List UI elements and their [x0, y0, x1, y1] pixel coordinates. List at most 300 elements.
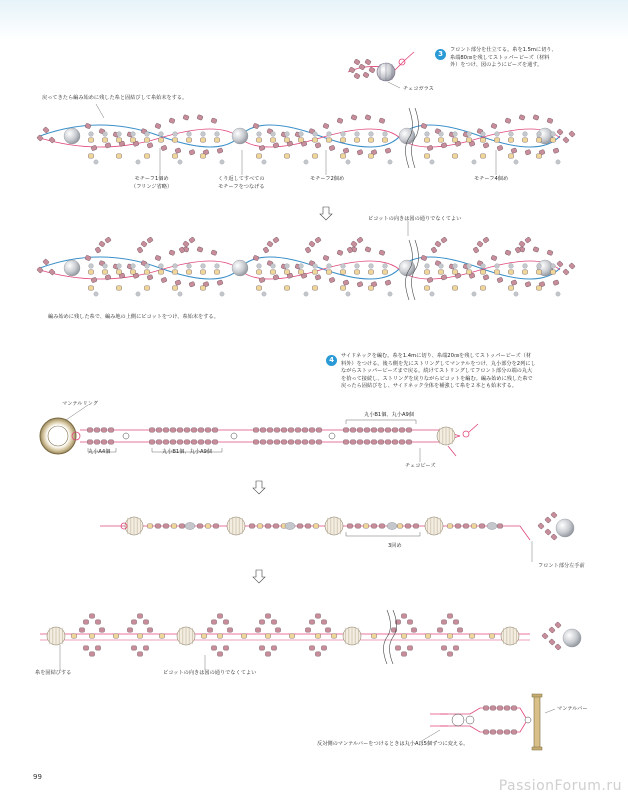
seed-bead — [309, 620, 314, 624]
seed-bead — [108, 440, 113, 444]
seed-bead — [508, 154, 513, 158]
knot — [123, 433, 129, 439]
seed-bead — [116, 154, 121, 158]
front-motif-row-2 — [37, 237, 576, 300]
seed-bead — [49, 137, 56, 144]
seed-bead — [536, 154, 541, 158]
seed-bead — [399, 428, 404, 432]
seed-bead — [350, 440, 355, 444]
seed-bead — [421, 255, 427, 261]
seed-bead — [205, 440, 210, 444]
round-bead — [369, 132, 374, 137]
seed-bead — [525, 237, 532, 244]
pearl-bead — [232, 128, 248, 144]
round-bead — [388, 292, 392, 296]
seed-bead — [297, 524, 302, 528]
seed-bead — [305, 628, 310, 632]
seed-bead — [355, 524, 360, 528]
seed-bead — [211, 250, 217, 256]
seed-bead — [407, 620, 412, 624]
seed-bead — [259, 620, 264, 624]
seed-bead — [382, 270, 387, 274]
step-3-line-2: 糸端80㎝を残してストッパービーズ（材料 — [450, 54, 550, 61]
seed-bead — [102, 270, 107, 274]
seed-bead — [127, 628, 132, 632]
seed-bead — [447, 614, 452, 618]
seed-bead — [137, 614, 142, 618]
round-bead — [285, 132, 290, 137]
seed-bead — [186, 138, 191, 142]
seed-bead — [267, 428, 272, 432]
section5-picot-note: ピコットの向きは図の通りでなくてよい — [163, 670, 257, 676]
seed-bead — [491, 255, 497, 261]
seed-bead — [211, 118, 217, 124]
round-bead — [514, 292, 518, 296]
seed-bead — [519, 114, 525, 120]
seed-bead — [85, 255, 91, 261]
seed-bead — [351, 114, 357, 120]
seed-bead — [88, 270, 93, 274]
seed-bead — [198, 440, 203, 444]
tie-note: 糸を固結びする — [35, 670, 72, 676]
seed-bead — [466, 270, 471, 274]
seed-bead — [357, 281, 363, 287]
round-bead — [327, 264, 332, 269]
seed-bead — [452, 270, 457, 274]
seed-bead — [452, 154, 457, 158]
round-bead — [537, 264, 542, 269]
seed-bead — [413, 524, 418, 528]
seed-bead — [217, 614, 222, 618]
seed-bead — [505, 250, 511, 256]
seed-bead — [200, 286, 205, 290]
seed-bead — [483, 274, 489, 280]
stopper — [463, 431, 469, 437]
seed-bead — [435, 241, 442, 248]
seed-bead — [545, 529, 552, 536]
round-bead — [145, 132, 150, 137]
seed-bead — [265, 524, 270, 528]
b1-a9-right-label: 丸小B1個、丸小A9個 — [364, 412, 415, 418]
round-bead — [299, 132, 304, 137]
seed-bead — [149, 428, 154, 432]
seed-bead — [555, 622, 562, 629]
seed-bead — [379, 524, 384, 528]
seed-bead — [217, 148, 223, 154]
seed-bead — [547, 250, 553, 256]
seed-bead — [349, 67, 356, 73]
seed-bead — [323, 255, 329, 261]
seed-bead — [289, 634, 294, 638]
seed-bead — [329, 277, 335, 283]
seed-bead — [569, 131, 576, 138]
seed-bead — [191, 440, 196, 444]
seed-bead — [79, 628, 84, 632]
seed-bead — [368, 286, 373, 290]
seed-bead — [354, 270, 359, 274]
round-bead — [187, 264, 192, 269]
seed-bead — [378, 440, 383, 444]
seed-bead — [260, 428, 265, 432]
seed-bead — [163, 440, 168, 444]
seed-bead — [211, 620, 216, 624]
step-3-badge: 3 — [435, 49, 446, 60]
thread — [469, 424, 478, 432]
seed-bead — [288, 428, 293, 432]
seed-bead — [211, 646, 216, 650]
thread — [448, 446, 456, 456]
seed-bead — [525, 149, 531, 155]
seed-bead — [542, 633, 549, 640]
round-bead — [304, 160, 308, 164]
seed-bead — [284, 286, 289, 290]
seed-bead — [453, 646, 458, 650]
seed-bead — [213, 524, 218, 528]
seed-bead — [424, 154, 429, 158]
page-number: 99 — [33, 773, 42, 781]
seed-bead — [170, 440, 175, 444]
pearl-bead — [563, 629, 581, 647]
round-bead — [430, 292, 434, 296]
seed-bead — [504, 706, 509, 710]
seed-bead — [411, 628, 416, 632]
round-bead — [341, 264, 346, 269]
seed-bead — [331, 634, 336, 638]
seed-bead — [424, 270, 429, 274]
seed-bead — [497, 706, 502, 710]
seed-bead — [298, 270, 303, 274]
seed-bead — [357, 440, 362, 444]
seed-bead — [256, 138, 261, 142]
seed-bead — [441, 237, 448, 244]
seed-bead — [43, 259, 50, 266]
seed-bead — [295, 440, 300, 444]
seed-bead — [295, 428, 300, 432]
seed-bead — [438, 138, 443, 142]
seed-bead — [421, 123, 427, 129]
seed-bead — [309, 440, 314, 444]
seed-bead — [438, 270, 443, 274]
seed-bead — [91, 145, 97, 151]
seed-bead — [265, 614, 270, 618]
seed-bead — [315, 142, 321, 148]
seed-bead — [281, 428, 286, 432]
mantel-ring-label: マンテルリング — [62, 401, 98, 407]
round-bead — [556, 160, 560, 164]
seed-bead — [505, 118, 511, 124]
seed-bead — [312, 270, 317, 274]
seed-bead — [284, 270, 289, 274]
seed-bead — [143, 620, 148, 624]
seed-bead — [497, 145, 503, 151]
seed-bead — [183, 114, 189, 120]
seed-bead — [267, 241, 274, 248]
seed-bead — [170, 428, 175, 432]
seed-bead — [189, 149, 195, 155]
seed-bead — [494, 138, 499, 142]
seed-bead — [265, 652, 270, 656]
seed-bead — [371, 634, 376, 638]
round-bead — [271, 132, 276, 137]
section1-top-note: 戻ってきたら編み始めに残した糸と固結びして糸始末をする。 — [42, 95, 188, 101]
bicone-bead — [387, 523, 397, 530]
seed-bead — [253, 255, 259, 261]
round-bead — [117, 264, 122, 269]
step-4-line-1: サイドネックを編む。糸を1.4mに切り、糸端20㎝を残してストッパービーズ（材 — [341, 353, 532, 359]
seed-bead — [483, 706, 488, 710]
seed-bead — [130, 270, 135, 274]
seed-bead — [201, 634, 206, 638]
seed-bead — [343, 440, 348, 444]
pearl-bead — [64, 260, 80, 276]
seed-bead — [392, 428, 397, 432]
round-bead — [313, 264, 318, 269]
seed-bead — [538, 523, 545, 530]
seed-bead — [85, 123, 91, 129]
seed-bead — [325, 628, 330, 632]
seed-bead — [270, 270, 275, 274]
mantel-bar-end — [532, 747, 542, 750]
step-3-line-3: 外）をつけ、図のようにビーズを通す。 — [450, 62, 543, 68]
round-bead — [313, 132, 318, 137]
seed-bead — [315, 274, 321, 280]
seed-bead — [175, 148, 181, 154]
seed-bead — [340, 270, 345, 274]
seed-bead — [551, 534, 558, 541]
round-bead — [131, 132, 136, 137]
seed-bead — [156, 428, 161, 432]
seed-bead — [321, 646, 326, 650]
round-bead — [537, 132, 542, 137]
seed-bead — [87, 428, 92, 432]
seed-bead — [284, 154, 289, 158]
seed-bead — [441, 620, 446, 624]
section2-bottom-note: 編み始めに残した糸で、編み地の上側にピコットをつけ、糸始末をする。 — [48, 314, 219, 320]
bicone-bead — [487, 523, 497, 530]
seed-bead — [550, 270, 555, 274]
step-4-line-5: 戻ったら固結びをし、サイドネック全体を補強して糸を２本とも始末する。 — [341, 383, 517, 389]
seed-bead — [427, 277, 433, 283]
seed-bead — [172, 286, 177, 290]
motif1-label-b: （フリンジ省略） — [131, 183, 173, 190]
seed-bead — [508, 286, 513, 290]
seed-bead — [364, 428, 369, 432]
seed-bead — [395, 646, 400, 650]
round-bead — [439, 132, 444, 137]
seed-bead — [371, 440, 376, 444]
repeat-label-b: モチーフをつなげる — [218, 183, 265, 190]
seed-bead — [217, 634, 222, 638]
round-bead — [271, 264, 276, 269]
bicone-bead — [185, 523, 195, 530]
knot — [466, 716, 474, 724]
seed-bead — [223, 620, 228, 624]
seed-bead — [95, 247, 101, 254]
round-bead — [346, 292, 350, 296]
seed-bead — [431, 247, 437, 254]
round-bead — [346, 160, 350, 164]
seed-bead — [497, 730, 502, 734]
seed-bead — [480, 286, 485, 290]
seed-bead — [363, 524, 368, 528]
seed-bead — [273, 524, 278, 528]
seed-bead — [256, 154, 261, 158]
step-4-line-2: 料外）をつける。後ろ側を先にストリングしてマンテルをつけ、丸小部分を2列にし — [341, 360, 536, 367]
round-bead — [178, 292, 182, 296]
seed-bead — [253, 428, 258, 432]
seed-bead — [354, 59, 361, 65]
seed-bead — [385, 148, 391, 154]
round-bead — [551, 132, 556, 137]
seed-bead — [172, 154, 177, 158]
seed-bead — [406, 428, 411, 432]
seed-bead — [309, 646, 314, 650]
round-bead — [467, 264, 472, 269]
round-bead — [103, 264, 108, 269]
seed-bead — [83, 646, 88, 650]
seed-bead — [191, 428, 196, 432]
seed-bead — [189, 237, 196, 244]
seed-bead — [101, 428, 106, 432]
seed-bead — [357, 237, 364, 244]
seed-bead — [350, 428, 355, 432]
seed-bead — [309, 241, 316, 248]
seed-bead — [480, 270, 485, 274]
seed-bead — [437, 628, 442, 632]
seed-bead — [284, 138, 289, 142]
seed-bead — [441, 142, 447, 148]
seed-bead — [217, 652, 222, 656]
seed-bead — [273, 274, 279, 280]
front-motif-row-1 — [37, 108, 576, 168]
seed-bead — [155, 255, 161, 261]
round-bead — [220, 160, 224, 164]
seed-bead — [441, 646, 446, 650]
round-bead — [201, 132, 206, 137]
seed-bead — [354, 138, 359, 142]
seed-bead — [163, 428, 168, 432]
seed-bead — [197, 114, 203, 120]
seed-bead — [113, 634, 118, 638]
seed-bead — [189, 281, 195, 287]
seed-bead — [378, 428, 383, 432]
seed-bead — [265, 634, 270, 638]
seed-bead — [364, 440, 369, 444]
seed-bead — [392, 440, 397, 444]
seed-bead — [371, 524, 376, 528]
round-bead — [262, 160, 266, 164]
seed-bead — [131, 620, 136, 624]
seed-bead — [212, 440, 217, 444]
round-bead — [187, 132, 192, 137]
seed-bead — [379, 118, 385, 124]
seed-bead — [357, 428, 362, 432]
seed-bead — [161, 277, 167, 283]
seed-bead — [88, 138, 93, 142]
seed-bead — [315, 652, 320, 656]
round-bead — [439, 264, 444, 269]
round-bead — [215, 264, 220, 269]
seed-bead — [365, 246, 371, 252]
seed-bead — [557, 261, 564, 268]
motif1-label-a: モチーフ1個め — [134, 176, 169, 182]
seed-bead — [316, 428, 321, 432]
seed-bead — [536, 286, 541, 290]
round-bead — [131, 264, 136, 269]
seed-bead — [511, 730, 516, 734]
seed-bead — [159, 634, 164, 638]
seed-bead — [525, 281, 531, 287]
seed-bead — [343, 428, 348, 432]
round-bead — [89, 264, 94, 269]
seed-bead — [453, 620, 458, 624]
round-bead — [173, 264, 178, 269]
seed-bead — [275, 628, 280, 632]
round-bead — [159, 264, 164, 269]
seed-bead — [490, 730, 495, 734]
seed-bead — [343, 280, 349, 286]
seed-bead — [227, 628, 232, 632]
czech-beads-label: チェコビーズ — [405, 463, 436, 469]
seed-bead — [270, 138, 275, 142]
thread — [346, 532, 420, 536]
seed-bead — [385, 428, 390, 432]
seed-bead — [149, 440, 154, 444]
seed-bead — [305, 524, 310, 528]
seed-bead — [340, 138, 345, 142]
thread — [88, 448, 116, 452]
thread — [384, 610, 391, 664]
seed-bead — [137, 634, 142, 638]
bicone-bead — [285, 523, 295, 530]
seed-bead — [177, 440, 182, 444]
seed-bead — [452, 138, 457, 142]
seed-bead — [147, 274, 153, 280]
seed-bead — [184, 440, 189, 444]
step-4-line-3: ながらストッパービーズまで戻る。続けてストリングしてフロント部分の端の丸大 — [341, 368, 533, 374]
seed-bead — [549, 639, 556, 646]
seed-bead — [99, 241, 106, 248]
side-neck-row-3 — [40, 610, 581, 664]
round-bead — [388, 160, 392, 164]
round-bead — [341, 132, 346, 137]
seed-bead — [508, 270, 513, 274]
seed-bead — [163, 524, 168, 528]
round-bead — [215, 132, 220, 137]
seed-bead — [147, 142, 153, 148]
round-bead — [523, 132, 528, 137]
round-bead — [201, 264, 206, 269]
mantel-ring-hole — [48, 426, 68, 446]
seed-bead — [494, 270, 499, 274]
footer-note: 反対側のマンテルバーをつけるときは丸小Aは5個ずつに変える。 — [317, 741, 469, 747]
seed-bead — [186, 270, 191, 274]
seed-bead — [155, 524, 160, 528]
round-bead — [467, 132, 472, 137]
seed-bead — [271, 646, 276, 650]
seed-bead — [549, 627, 556, 634]
seed-bead — [553, 280, 559, 286]
seed-bead — [71, 634, 76, 638]
round-bead — [369, 264, 374, 269]
seed-bead — [511, 706, 516, 710]
seed-bead — [214, 270, 219, 274]
seed-bead — [302, 428, 307, 432]
seed-bead — [89, 634, 94, 638]
seed-bead — [88, 286, 93, 290]
round-bead — [425, 132, 430, 137]
seed-bead — [354, 73, 361, 79]
